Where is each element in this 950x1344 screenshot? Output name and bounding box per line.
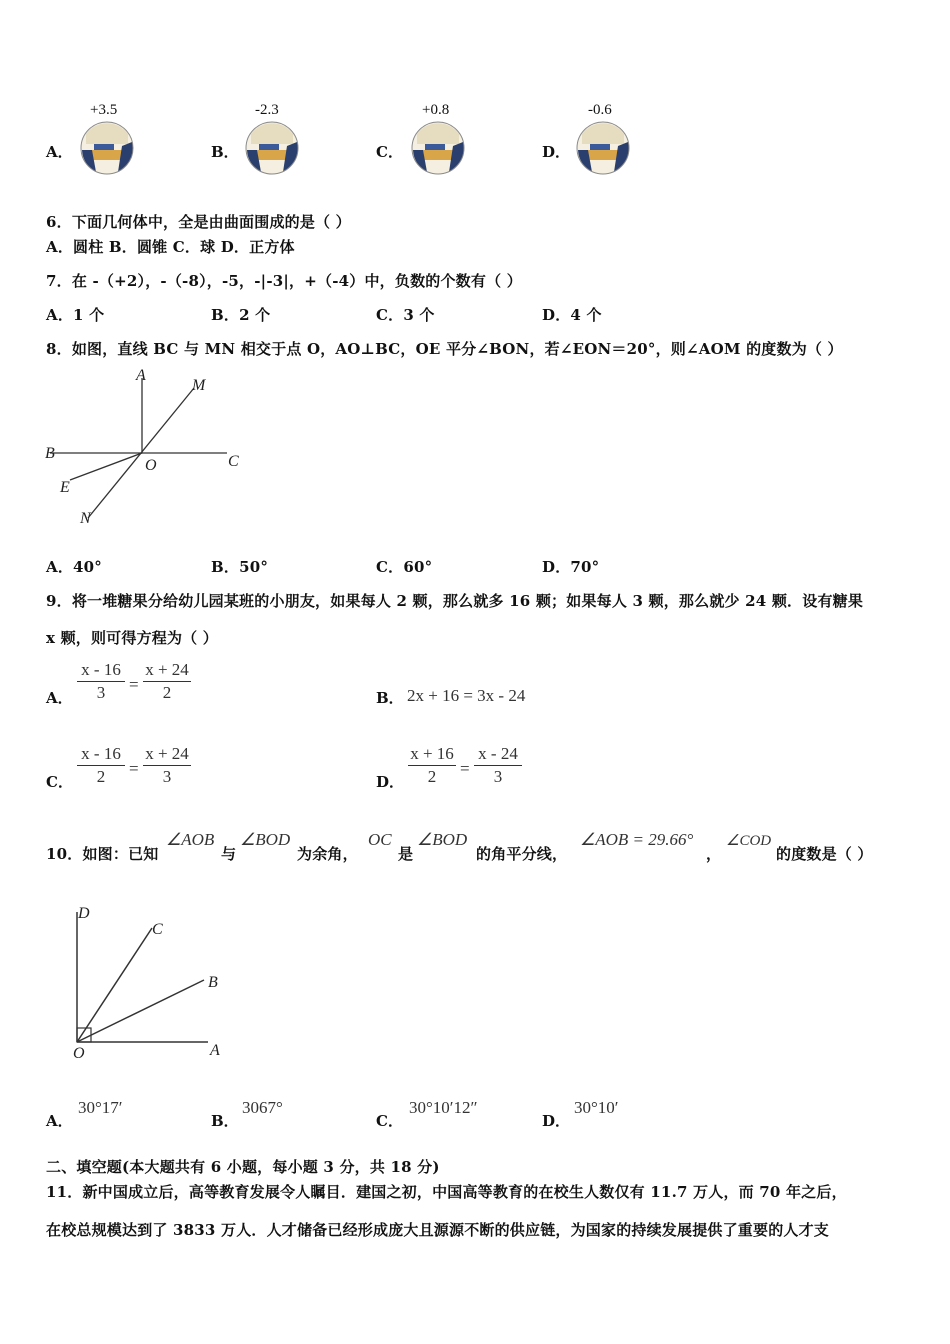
q10-option-d-letter: D． bbox=[542, 1112, 571, 1130]
q8-label-e: E bbox=[60, 479, 70, 496]
q10-option-a-value: 30°17′ bbox=[78, 1098, 123, 1117]
q9-option-b-letter: B． bbox=[376, 689, 404, 707]
q9-option-c-fraction-left bbox=[77, 744, 125, 787]
denominator: 3 bbox=[493, 767, 503, 786]
q5-option-a-letter: A． bbox=[46, 143, 73, 161]
q8-option-d: D．70° bbox=[542, 558, 600, 576]
q10-bisector: 的角平分线， bbox=[476, 845, 568, 863]
q9-option-d-fraction-left bbox=[408, 744, 456, 787]
q9-option-d-fraction-right bbox=[474, 744, 522, 787]
q10-option-c-value: 30°10′12″ bbox=[409, 1098, 478, 1117]
q5-option-c-letter: C． bbox=[376, 143, 403, 161]
q10-tail: 的度数是（ ） bbox=[776, 845, 873, 863]
q8-stem: 8．如图，直线 BC 与 MN 相交于点 O，AO⊥BC，OE 平分∠BON，若∠EON＝20°，则∠AOM 的度数为（ ） bbox=[46, 340, 843, 358]
q5-option-c-value: +0.8 bbox=[422, 102, 450, 118]
q8-label-c: C bbox=[228, 453, 239, 470]
q10-option-a-letter: A． bbox=[46, 1112, 73, 1130]
numerator: x + 24 bbox=[145, 744, 189, 763]
q10-shi: 是 bbox=[398, 845, 414, 863]
q8-label-a: A bbox=[136, 367, 146, 384]
numerator: x + 16 bbox=[410, 744, 454, 763]
numerator: x + 24 bbox=[145, 660, 189, 679]
q5-option-b-value: -2.3 bbox=[255, 102, 279, 118]
q8-option-c: C．60° bbox=[376, 558, 433, 576]
q8-label-o: O bbox=[145, 457, 157, 474]
q10-aob-value: ∠AOB = 29.66° bbox=[580, 830, 694, 849]
equals-sign: = bbox=[129, 759, 139, 778]
q7-option-d: D．4 个 bbox=[542, 306, 602, 324]
q10-label-c: C bbox=[152, 921, 163, 938]
q9-option-a-letter: A． bbox=[46, 689, 73, 707]
q10-angle-aob: ∠AOB bbox=[166, 830, 215, 849]
q9-option-c-fraction-right bbox=[143, 744, 191, 787]
q11-line2: 在校总规模达到了 3833 万人．人才储备已经形成庞大且源源不断的供应链，为国家的持续发展提供了重要的人才支 bbox=[46, 1221, 829, 1239]
q5-option-d-letter: D． bbox=[542, 143, 571, 161]
q7-option-a: A．1 个 bbox=[46, 306, 105, 324]
q5-option-b-letter: B． bbox=[211, 143, 239, 161]
equals-sign: = bbox=[129, 675, 139, 694]
q9-option-d-letter: D． bbox=[376, 773, 405, 791]
q10-yu: 与 bbox=[221, 845, 237, 863]
numerator: x - 24 bbox=[478, 744, 518, 763]
q8-option-a: A．40° bbox=[46, 558, 103, 576]
q8-figure bbox=[42, 366, 247, 528]
q10-label-a: A bbox=[210, 1042, 220, 1059]
volleyball-icon bbox=[409, 120, 467, 176]
q10-label-b: B bbox=[208, 974, 218, 991]
q9-stem-line1: 9．将一堆糖果分给幼儿园某班的小朋友，如果每人 2 颗，那么就多 16 颗；如果每人 3 颗，那么就少 24 颗．设有糖果 bbox=[46, 592, 864, 610]
denominator: 3 bbox=[162, 767, 172, 786]
q11-line1: 11．新中国成立后，高等教育发展令人瞩目．建国之初，中国高等教育的在校生人数仅有 11.7 万人，而 70 年之后， bbox=[46, 1183, 847, 1201]
q10-oc: OC bbox=[368, 830, 392, 849]
q8-label-b: B bbox=[45, 445, 55, 462]
denominator: 2 bbox=[427, 767, 437, 786]
q7-option-b: B．2 个 bbox=[211, 306, 271, 324]
numerator: x - 16 bbox=[81, 744, 121, 763]
q10-angle-cod: ∠COD bbox=[726, 833, 772, 849]
equals-sign: = bbox=[460, 759, 470, 778]
denominator: 3 bbox=[96, 683, 106, 702]
q5-option-d-value: -0.6 bbox=[588, 102, 612, 118]
q9-option-b-expr: 2x + 16 = 3x - 24 bbox=[407, 686, 526, 705]
q10-angle-bod: ∠BOD bbox=[240, 830, 291, 849]
q10-yujiao: 为余角， bbox=[297, 845, 358, 863]
q10-option-d-value: 30°10′ bbox=[574, 1098, 619, 1117]
q7-stem: 7．在 -（+2），-（-8），-5，-|-3|，+（-4）中，负数的个数有（ ） bbox=[46, 272, 522, 290]
q8-option-b: B．50° bbox=[211, 558, 269, 576]
numerator: x - 16 bbox=[81, 660, 121, 679]
q9-option-a-fraction-right bbox=[143, 660, 191, 703]
section-heading: 二、填空题(本大题共有 6 小题，每小题 3 分，共 18 分) bbox=[46, 1158, 440, 1176]
q10-option-b-value: 3067° bbox=[242, 1098, 283, 1117]
q10-comma: ， bbox=[706, 845, 722, 863]
q7-option-c: C．3 个 bbox=[376, 306, 435, 324]
volleyball-icon bbox=[574, 120, 632, 176]
q10-label-d: D bbox=[78, 905, 90, 922]
q10-option-b-letter: B． bbox=[211, 1112, 239, 1130]
q5-option-a-value: +3.5 bbox=[90, 102, 118, 118]
q10-figure bbox=[66, 900, 236, 1065]
volleyball-icon bbox=[243, 120, 301, 176]
q10-prefix: 10．如图：已知 bbox=[46, 845, 159, 863]
q8-label-n: N bbox=[80, 510, 91, 527]
q10-angle-bod-2: ∠BOD bbox=[417, 830, 468, 849]
q10-label-o: O bbox=[73, 1045, 85, 1062]
q6-options: A．圆柱 B．圆锥 C．球 D．正方体 bbox=[46, 238, 295, 256]
q6-stem: 6．下面几何体中，全是由曲面围成的是（ ） bbox=[46, 213, 351, 231]
volleyball-icon bbox=[78, 120, 136, 176]
q9-stem-line2: x 颗，则可得方程为（ ） bbox=[46, 629, 218, 647]
q10-option-c-letter: C． bbox=[376, 1112, 403, 1130]
q8-label-m: M bbox=[192, 377, 206, 394]
q9-option-a-fraction-left bbox=[77, 660, 125, 703]
denominator: 2 bbox=[162, 683, 172, 702]
denominator: 2 bbox=[96, 767, 106, 786]
q9-option-c-letter: C． bbox=[46, 773, 73, 791]
